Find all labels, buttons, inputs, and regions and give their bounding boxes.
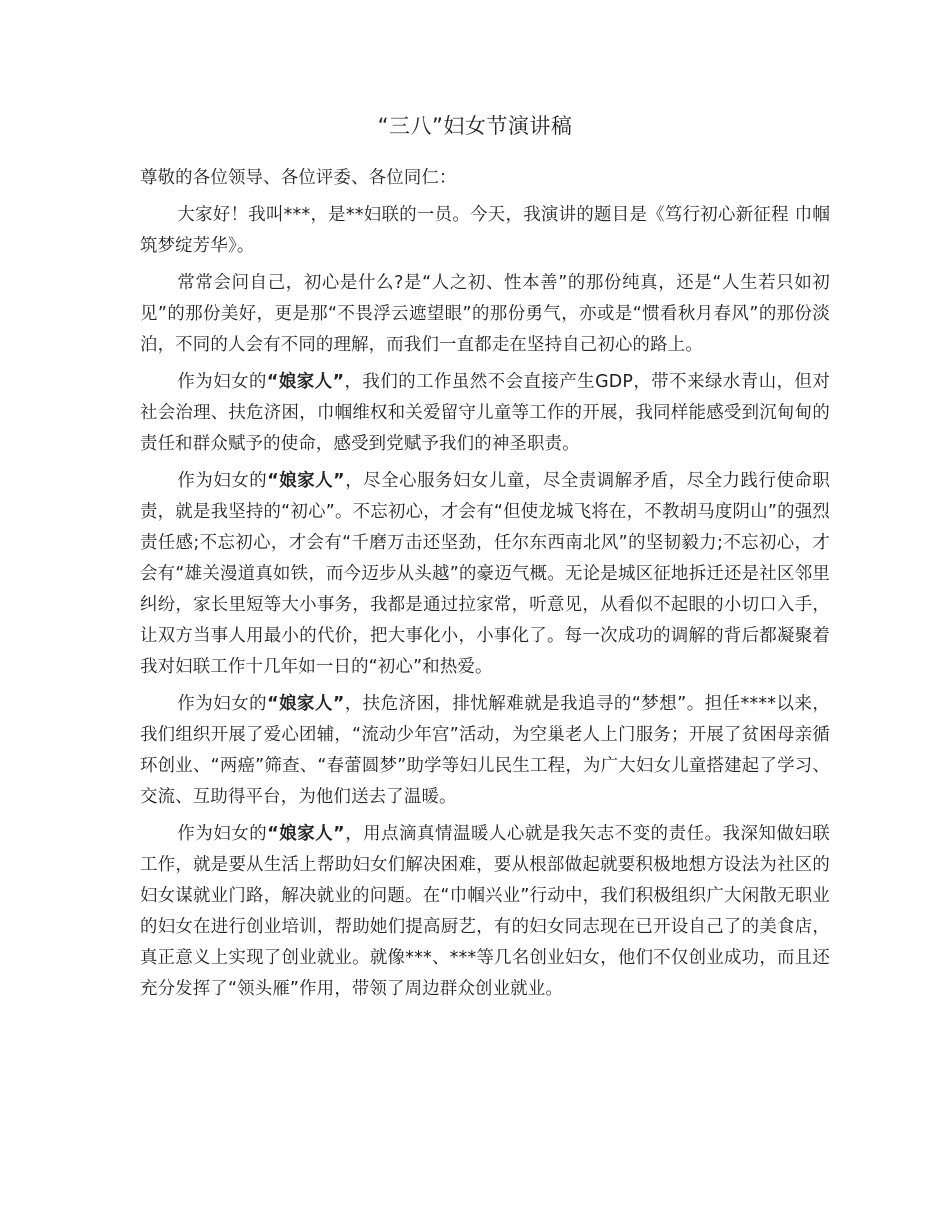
paragraph-emphasis: “娘家人” [267,471,345,491]
document-body [140,163,830,1011]
paragraph-emphasis: “娘家人” [266,372,345,392]
paragraph-mediation [140,466,830,683]
paragraph-text: ，扶危济困，排忧解难就是我追寻的“梦想”。担任****以来，我们组织开展了爱心团辅，“流动少年宫”活动，为空巢老人上门服务；开展了贫困母亲循环创业、“两癌”筛查、“春蕾圆梦”助学等妇儿民生工程，为广大妇女儿童搭建起了学习、交流、互助得平台，为他们送去了温暖。 [140,694,830,807]
document-title: “三八”妇女节演讲稿 [377,114,573,138]
paragraph-responsibility [140,367,830,460]
paragraph-emphasis: “娘家人” [267,694,345,714]
paragraph-employment [140,819,830,1005]
paragraph-original-intention [140,268,830,361]
paragraph-lead: 作为妇女的 [177,824,268,844]
paragraph-text: ，用点滴真情温暖人心就是我矢志不变的责任。我深知做妇联工作，就是要从生活上帮助妇女们解决困难，要从根部做起就要积极地想方设法为社区的妇女谋就业门路，解决就业的问题。在“巾帼兴业”行动中，我们积极组织广大闲散无职业的妇女在进行创业培训，帮助她们提高厨艺，有的妇女同志现在已开设自己了的美食店，真正意义上实现了创业就业。就像***、***等几名创业妇女，他们不仅创业成功，而且还充分发挥了“领头雁”作用，带领了周边群众创业就业。 [140,824,830,999]
paragraph-greeting [140,200,830,262]
paragraph-assistance [140,689,830,813]
paragraph-text: ，尽全心服务妇女儿童，尽全责调解矛盾，尽全力践行使命职责，就是我坚持的“初心”。不忘初心，才会有“但使龙城飞将在，不教胡马度阴山”的强烈责任感;不忘初心，才会有“千磨万击还坚劲，任尔东西南北风”的坚韧毅力;不忘初心，才会有“雄关漫道真如铁，而今迈步从头越”的豪迈气概。无论是城区征地拆迁还是社区邻里纠纷，家长里短等大小事务，我都是通过拉家常，听意见，从看似不起眼的小切口入手，让双方当事人用最小的代价，把大事化小，小事化了。每一次成功的调解的背后都凝聚着我对妇联工作十几年如一日的“初心”和热爱。 [140,471,830,677]
paragraph-emphasis: “娘家人” [267,824,345,844]
paragraph-text: 常常会问自己，初心是什么?是“人之初、性本善”的那份纯真，还是“人生若只如初见”的那份美好，更是那“不畏浮云遮望眼”的那份勇气，亦或是“惯看秋月春风”的那份淡泊，不同的人会有不同的理解，而我们一直都走在坚持自己初心的路上。 [140,273,830,355]
paragraph-text: 大家好！我叫***，是**妇联的一员。今天，我演讲的题目是《笃行初心新征程 巾帼筑梦绽芳华》。 [140,205,830,256]
paragraph-text: ，我们的工作虽然不会直接产生GDP，带不来绿水青山，但对社会治理、扶危济困，巾帼维权和关爱留守儿童等工作的开展，我同样能感受到沉甸甸的责任和群众赋予的使命，感受到党赋予我们的神圣职责。 [140,372,830,454]
paragraph-lead: 作为妇女的 [177,471,268,491]
paragraph-lead: 作为妇女的 [177,372,267,392]
salutation: 尊敬的各位领导、各位评委、各位同仁： [140,168,457,188]
paragraph-lead: 作为妇女的 [177,694,268,714]
